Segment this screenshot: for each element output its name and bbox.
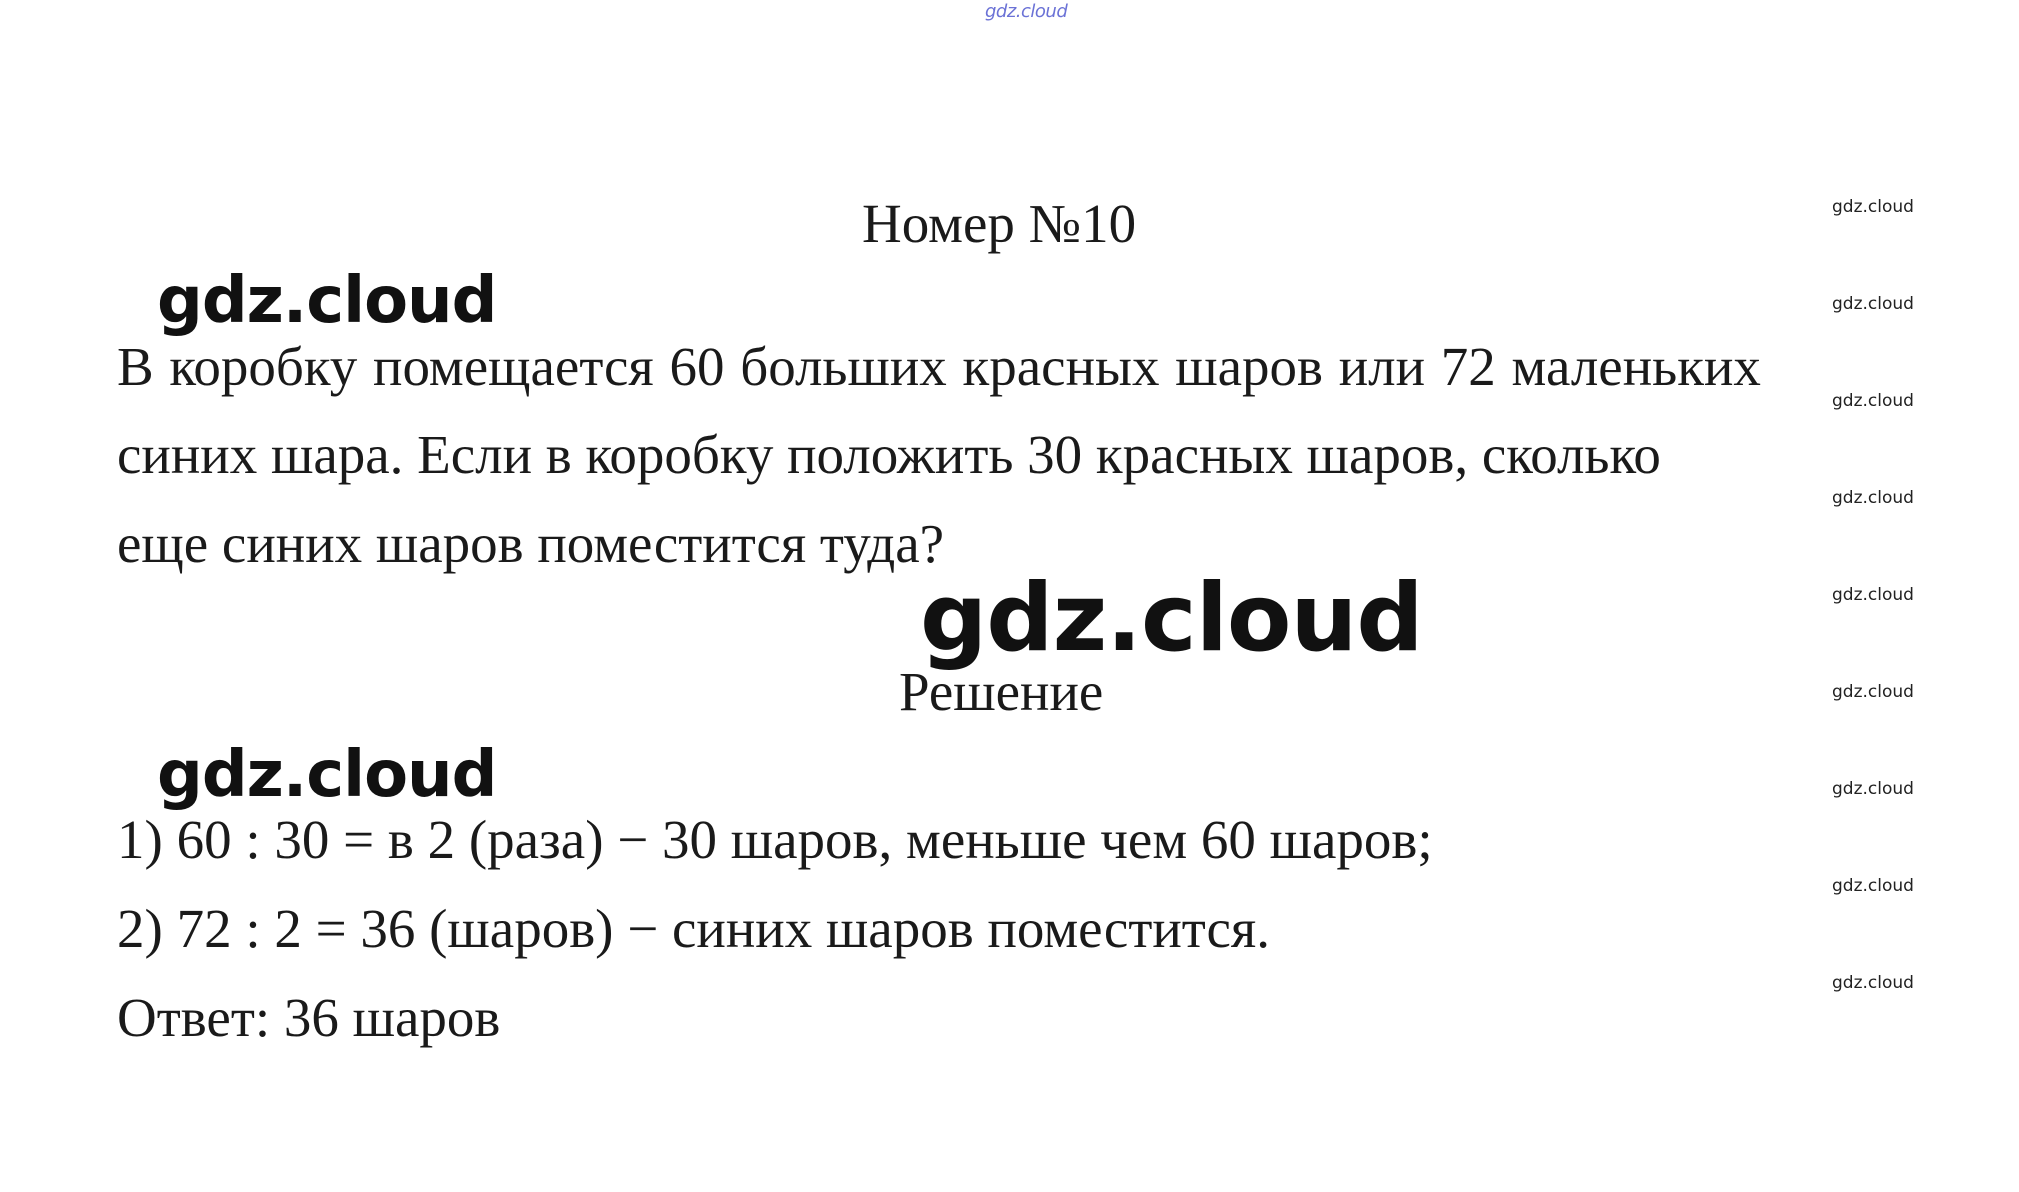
large-watermark: gdz.cloud — [157, 738, 497, 812]
large-watermark: gdz.cloud — [920, 564, 1423, 673]
side-watermark: gdz.cloud — [1832, 779, 1914, 799]
solution-step-2: 2) 72 : 2 = 36 (шаров) − синих шаров поместится. — [117, 898, 1270, 959]
problem-text-line: синих шара. Если в коробку положить 30 красных шаров, сколько — [117, 424, 1661, 485]
side-watermark: gdz.cloud — [1832, 876, 1914, 896]
side-watermark: gdz.cloud — [1832, 488, 1914, 508]
side-watermark: gdz.cloud — [1832, 197, 1914, 217]
solution-title: Решение — [899, 661, 1104, 722]
solution-step-1: 1) 60 : 30 = в 2 (раза) − 30 шаров, меньше чем 60 шаров; — [117, 809, 1433, 870]
side-watermark: gdz.cloud — [1832, 682, 1914, 702]
problem-title: Номер №10 — [862, 193, 1137, 254]
answer-line: Ответ: 36 шаров — [117, 987, 501, 1048]
side-watermark: gdz.cloud — [1832, 585, 1914, 605]
side-watermark: gdz.cloud — [1832, 391, 1914, 411]
side-watermark: gdz.cloud — [1832, 294, 1914, 314]
problem-text-line: еще синих шаров поместится туда? — [117, 513, 945, 574]
side-watermark: gdz.cloud — [1832, 973, 1914, 993]
large-watermark: gdz.cloud — [157, 264, 497, 338]
top-watermark: gdz.cloud — [985, 1, 1068, 22]
problem-text-line: В коробку помещается 60 больших красных шаров или 72 маленьких — [117, 336, 1761, 397]
